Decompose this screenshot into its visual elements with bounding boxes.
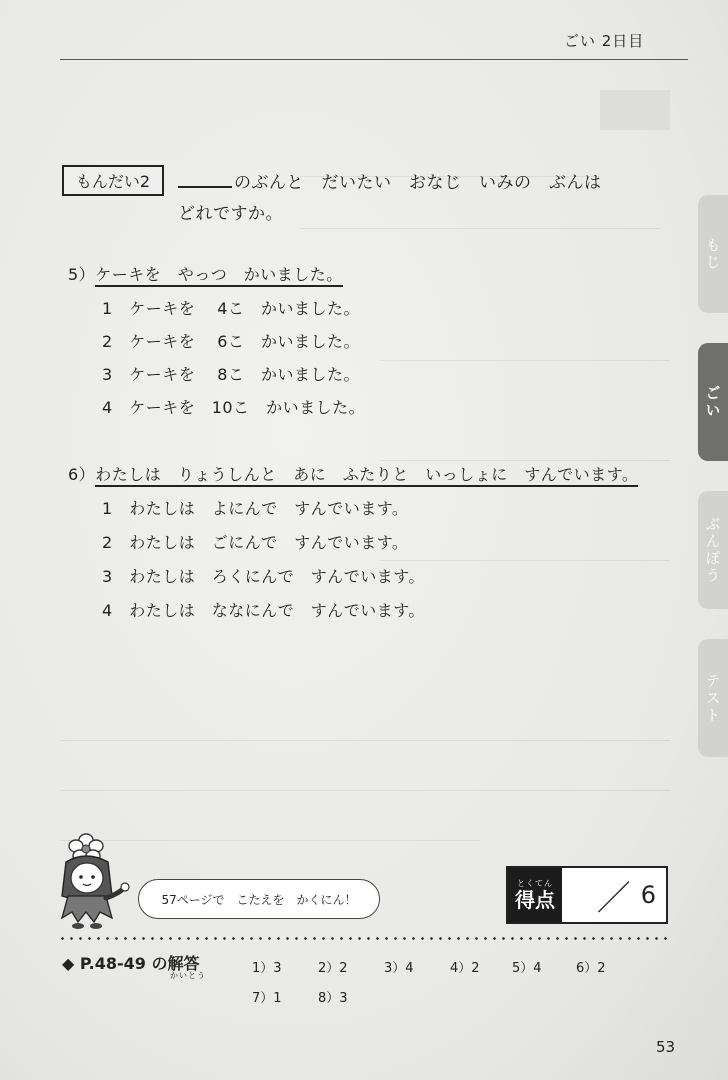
answer-item-6: 6）2 [576,961,606,976]
dotted-divider [58,937,670,940]
bleed-through-line [380,360,670,361]
answer-item-2: 2）2 [318,961,348,976]
option-number: 2 [102,533,113,552]
option-5-2 [102,329,360,352]
option-text: わたしは ごにんで すんでいます。 [129,533,409,552]
mascot-icon [56,832,136,932]
option-number: 3 [102,365,113,384]
answer-item-8: 8）3 [318,991,348,1006]
side-tab-test: テスト [698,639,728,757]
question-6-stem [68,462,638,485]
option-number: 4 [102,601,113,620]
score-box [506,866,668,924]
option-6-4 [102,598,425,621]
question-stem-underlined: わたしは りょうしんと あに ふたりと いっしょに すんでいます。 [95,465,638,487]
option-6-1 [102,496,408,519]
option-text: わたしは よにんで すんでいます。 [129,499,409,518]
bleed-through-block [600,90,670,130]
option-text: わたしは ななにんで すんでいます。 [129,601,425,620]
option-text: ケーキを 8こ かいました。 [129,365,360,384]
option-number: 1 [102,299,113,318]
hint-speech-bubble [138,879,380,919]
question-number: 6） [68,465,96,484]
option-text: ケーキを 4こ かいました。 [129,299,360,318]
side-tab-moji: もじ [698,195,728,313]
header-divider [60,59,688,60]
bleed-through-line [380,560,670,561]
answer-item-5: 5）4 [512,961,542,976]
option-number: 3 [102,567,113,586]
option-5-3 [102,362,360,385]
underline-blank [178,170,232,188]
mascot-illustration [56,832,136,936]
instruction-line-1: のぶんと だいたい おなじ いみの ぶんは [234,173,602,193]
option-6-3 [102,564,425,587]
score-label [508,868,562,922]
page-header-label: ごい 2日目 [564,32,645,50]
question-stem-underlined: ケーキを やっつ かいました。 [95,265,343,287]
bleed-through-line [380,460,670,461]
option-number: 2 [102,332,113,351]
option-number: 1 [102,499,113,518]
option-text: ケーキを 10こ かいました。 [129,398,366,417]
option-text: ケーキを 6こ かいました。 [129,332,360,351]
mondai-label-box [62,165,164,196]
page-number: 53 [656,1038,676,1056]
question-number: 5） [68,265,96,284]
diamond-icon: ◆ [62,954,75,973]
bubble-text: 57ページで こたえを かくにん！ [161,892,357,907]
mondai-label: もんだい2 [75,172,151,191]
answers-title-text: P.48-49 の解答 [79,954,200,973]
score-slash: ／ [596,878,631,919]
side-tab-goi: ごい [698,343,728,461]
bleed-through-line [60,740,670,741]
side-tab-bunpou: ぶんぽう [698,491,728,609]
question-5-stem [68,262,343,285]
option-6-2 [102,530,408,553]
answer-item-7: 7）1 [252,991,282,1006]
answer-item-3: 3）4 [384,961,414,976]
option-number: 4 [102,398,113,417]
answers-title-ruby: かいとう [170,971,206,980]
answers-title [62,951,206,980]
instruction-line-2: どれですか。 [178,204,283,224]
option-5-1 [102,296,360,319]
option-text: わたしは ろくにんで すんでいます。 [129,567,425,586]
answer-item-1: 1）3 [252,961,282,976]
score-value [562,868,666,922]
option-5-4 [102,395,365,418]
mondai-instruction [178,168,602,230]
score-total: 6 [640,881,656,909]
bleed-through-line [60,790,670,791]
score-label-text: 得点 [515,888,555,912]
answer-item-4: 4）2 [450,961,480,976]
score-ruby: とくてん [517,879,553,888]
